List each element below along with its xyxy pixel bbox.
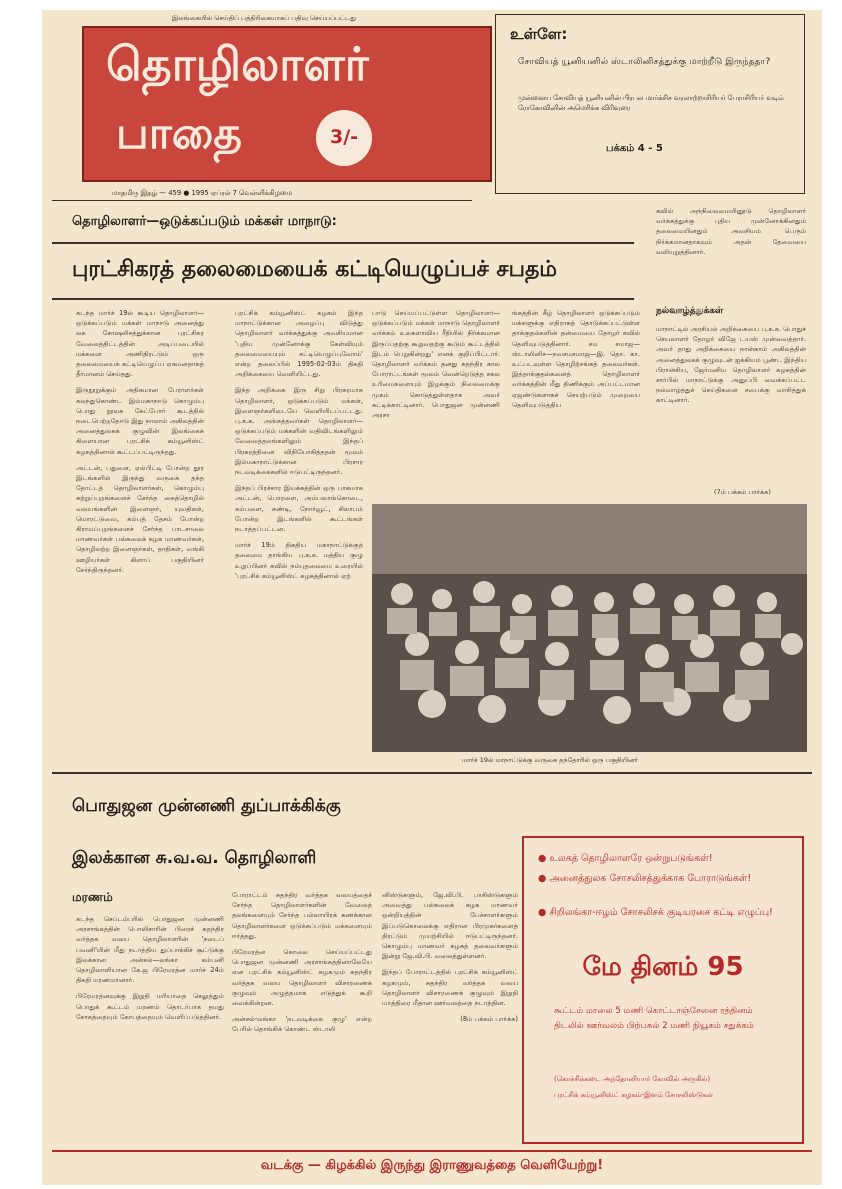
inside-subtext: முன்னைய சோவியத் யூனியனின் பிரபல மார்க்சிச வரலாற்றாசிரியர் பேராசிரியர் வடிம் ரோகோவினின் அமெரிக்க விரிவுரை [518, 94, 784, 112]
paragraph: (8ம் பக்கம் பார்க்க) [460, 1015, 518, 1024]
may-day-details: கூட்டம் மாலை 5 மணி கொட்டாஞ்சேனை ரத்தினம் திடலில் ஊர்வலம் பிற்பகல் 2 மணி நியூகம் சதுக்கம் [554, 1006, 754, 1031]
price-badge [316, 110, 372, 166]
slogan-text: அனைத்துலக சோசலிசத்துக்காக போராடுங்கள்! [549, 873, 752, 884]
masthead-title-line1: தொழிலாளர் [106, 37, 369, 91]
paragraph: பிரேமரத்ன கொலை செய்யப்பட்டது பொதுஜன முன்னணி அரசாங்கத்தினாலேயே என புரட்சிக் கம்யூனிஸ்ட் கழகமும் சுதந்திர வர்த்தக வலய தொழிலாளர் விசாரணைக் குழுவும் அழுத்தமாக எடுத்துக் கூறி வைக்கின்றன. [232, 948, 372, 1008]
story2-headline-line2: இலக்கான சு.வ.வ. தொழிலாளி [72, 848, 317, 868]
inside-pages: பக்கம் 4 - 5 [606, 143, 663, 154]
paragraph: இந்தப் போராட்டத்தில் புரட்சிக் கம்யூனிஸ்ட் கழகமும், சுதந்திர வர்த்தக வலய தொழிலாளர் விசாரணைக் குழுவும் இறுதி யாத்திரை மீதான ஊர்வலத்தை நடாத்தின. [382, 968, 518, 1008]
paragraph: புரட்சிக் கம்யூனிஸ்ட் கழகம் இந்த மாநாட்டுக்கான அழைப்பு விடுத்து தொழிலாளர் வர்க்கத்துக்கு அவசியமான 'புதிய முன்னோக்கு கேள்வியும் தலைமையையும் கட்டியெழுப்புவோம்' என்ற தலைப்பில் 1995-02-03ம் திகதி அறிக்கையை வெளியிட்டது. [235, 309, 363, 379]
paragraph: கடந்த மார்ச் 19ல் கூடிய தொழிலாளர்—ஒடுக்கப்படும் மக்கள் மாநாடு அனைத்து லக சோஷலிசத்துக்கான புரட்சிகர வேலைத்திட்டத்தின் அடிப்படையில் மக்களை அணிதிரட்டும் ஒரு தலைமையைக் கட்டியெழுப்ப ஏகமனதாகத் தீர்மானம் செய்தது. [76, 309, 204, 379]
story2-column-2 [232, 890, 372, 1148]
story1-column-1 [76, 308, 204, 856]
greetings-text [656, 324, 806, 494]
masthead-logo [82, 26, 492, 182]
slogan-item: ● அனைத்துலக சோசலிசத்துக்காக போராடுங்கள்! [538, 873, 752, 884]
paragraph: இந்த அறிக்கை இரு சிறு பிரசுரமாக தொழிலாளர், ஒடுக்கப்படும் மக்கள், இளைஞர்களிடையே வெளியிடப்பட்டது. பு.க.க. அங்கத்தவர்கள் தொழிலாளர்—ஒடுக்கப்படும் மக்களின் வதிவிடங்களிலும் வேலைத்தலங்களிலும் இந்தப் பிரசுரத்தினை விநியோகித்ததன் மூலம் இம்மகாநாட்டுக்கான பிரசார நடவடிக்கைகளில் ஈடுபட்டிருந்தனர். [235, 386, 363, 477]
paragraph: அன்சல்-லங்கா 'நடவடிக்கை குழு' என்ற பேரில் தொங்கிக் கொண்ட ஸ்டாலி [232, 1015, 372, 1034]
slogan-text: உலகத் தொழிலாளரே ஒன்றுபடுங்கள்! [549, 853, 713, 864]
story1-column-2 [235, 308, 363, 856]
story1-column-3 [372, 308, 500, 498]
divider [52, 298, 634, 300]
story1-column-5 [656, 206, 806, 298]
paragraph: பாடு செய்யப்பட்டுள்ள தொழிலாளர்—ஒடுக்கப்படும் மக்கள் மாநாடு தொழிலாளர் வர்க்கம் உலகளாவிய ரீதியில் நிர்க்கமான இருப்பதற்கு கூறுவதற்கு கூடும் கூட்டத்தில் இடம் பெறுகின்றது' எனக் குறிப்பிட்டார். தொழிலாளர் வர்க்கம் தனது சுதந்திர கால போராட்டங்கள் மூலம் வென்றெடுத்த சகல உரிமைகளையும் இழக்கும் நிலைமைக்கு முகம் கொடுத்துள்ளதாக அவர் சுட்டிக்காட்டினார். பொதுஜன முன்னணி அரசா [372, 309, 500, 420]
slogan-item: ● உலகத் தொழிலாளரே ஒன்றுபடுங்கள்! [538, 853, 713, 864]
story2-column-1 [76, 914, 224, 1146]
crowd-image [372, 504, 807, 752]
greetings-heading: நல்வாழ்த்துக்கள் [656, 306, 724, 316]
inside-heading: உள்ளே: [510, 25, 568, 43]
paragraph: மார்ச் 19ம் திகதிய மகாநாட்டுக்குத் தலைமை தாங்கிய பு.க.க. மத்திய குழு உறுப்பினர் கவில் நம்புதலைமை உரையில் 'புரட்சிக் கம்யூனிஸ்ட் கழகத்தினால் ஏற் [235, 541, 363, 580]
continued-note: (7ம் பக்கம் பார்க்க) [714, 488, 771, 496]
price-text: 3/- [329, 126, 359, 148]
story2-headline-line1: பொதுஜன முன்னணி துப்பாக்கிக்கு [72, 796, 341, 816]
paragraph: கவில் அந்நிலைமையினூடு தொழிலாளர் வர்க்கத்துக்கு புதிய முன்னோக்கினதும் தலைமையினதும் அவசியம் பெரும் நிர்க்கமானதாகவும் அதன் தேவையை வலியுறுத்தினார். [656, 207, 806, 256]
may-day-organisers: புரட்சிக் கம்யூனிஸ்ட் கழகம்-இளம் சோசலிஸ்டுகள் [554, 1091, 714, 1099]
masthead-title-line2: பாதை [116, 108, 243, 159]
divider [52, 1150, 812, 1152]
paragraph: மாநாட்டில் அரசியல் அறிக்கையை பு.க.க. பொதுச் செயலாளர் தோழர் விஜே டயஸ் முன்வைத்தார். அவர் தாது அறிக்கையை நான்காம் அகிலத்தின் அனைத்துலகக் குழுவுடன் ஐக்கியம் பூண்ட இந்திய பிரான்சிய, ஜேர்மனிய தொழிலாளர் கழகத்தின் சார்பில் மாநாட்டுக்கு அனுப்பி வைக்கப்பட்ட நல்வாழ்த்துச் செய்திகளை சபைக்கு வாசித்துக் காட்டினார். [656, 325, 806, 405]
may-day-location: (கொச்சிக்கடை அந்தோனியார் கோவில் அருகில்) [554, 1075, 711, 1083]
story1-column-4 [512, 308, 640, 498]
inside-box [495, 14, 805, 194]
slogan-text: சிறிலங்கா-ஈழம் சோசலிசக் குடியரசை கட்டி எழுப்பு! [549, 907, 773, 918]
paragraph: அட்டன், பதுளை, ஏல்பிட்டி போன்ற தூர இடங்களில் இருந்து வருகை தந்த தோட்டத் தொழிலாளர்கள், கொழும்பு சுற்றுப்புறங்களைச் சேர்ந்த கைத்தொழில் வலயங்களின் இளைஞர், யுவதிகள், மொரட்டுவை, கம்புத் தேசம் போன்ற கிராமப்புறங்களைச் சேர்ந்த பாடசாலை மாணவர்கள் பல்கலைக் கழக மாணவர்கள், தொழிலற்ற இளைஞர்கள், தாதிகள், வங்கி ஊழியர்கள் கிளாப் பகுதியினர் சேர்ந்திருந்தனர். [76, 463, 204, 574]
paragraph: கடந்த செப்டம்பரில் பொதுஜன முன்னணி அரசாங்கத்தின் பொலிசாரின் பிரைச் சுதந்திர வர்த்தக வலய தொழிலாளரின் 'நடைப் பவனி'யின் மீது நடாத்திய துப்பாக்கிச் சூட்டுக்கு இலக்கான அன்சல்—லங்கா கம்பனி தொழிலாளியான கே.ஜ பிரேமரத்ன மார்ச் 24ம் திகதி மரணமானார். [76, 915, 224, 985]
slogan-item: ● சிறிலங்கா-ஈழம் சோசலிசக் குடியரசை கட்டி எழுப்பு! [538, 907, 773, 918]
story2-headline-line3: மரணம் [72, 890, 113, 904]
story1-kicker: தொழிலாளர்—ஒடுக்கப்படும் மக்கள் மாநாடு: [72, 214, 337, 229]
paragraph: போராட்டம் சுதந்திர வர்த்தக வலயத்தைச் சேர்ந்த தொழிலாளர்களின் வேலைத் தலங்களையும் சேர்ந்த பல்லாயிரக் கணக்கான தொழிலாளர்களை ஒடுக்கப்படும் மக்களையும் ஈர்த்தது. [232, 891, 372, 940]
issue-line: மாதமிரு இதழ் — 459 ● 1995 ஏப்ரல் 7 வெள்ளிக்கிழமை [112, 189, 292, 197]
paragraph: னிஸ்டுகளும், ஜே.வி.பி. பாசிஸ்டுகளும் அவைத்து பல்கலைக் கழக மாணவர் ஒன்றியத்தின் பேச்சாளர்களும் இப்படுகொலைக்கு எதிரான பிரமுகர்களைத் திரட்டும் முயற்சியில் ஈடுபட்டிருந்தனர். கொழும்பு மாணவர் கழகத் தலைவர்களும் இன்று ஜே.வி.பி. வலைத்துள்ளனர். [382, 891, 518, 961]
inside-headline: சோவியத் யூனியனில் ஸ்டாலினிசத்துக்கு மாற்றீடு இருந்ததா? [518, 56, 771, 67]
paragraph: ங்கத்தின் கீழ் தொழிலாளர் ஒடுக்கப்படும் மக்களுக்கு எதிராகத் தொடுக்கப்பட்டுள்ள தாக்குதல்களின் தன்மையை தோழர் கவில் தெளிவுபடுத்தினார். சம சமாஜ—ஸ்டாலினிச—நவசமசமாஜ—இ. தொ. கா. உட்படவுள்ள தொழிற்சங்கத் தலைவர்கள். இத்தாக்குதல்களைத் தொழிலாளர் வர்க்கத்தின் மீது திணிக்கும் அப்பட்டமான ஏஜண்டுகளாகச் செயற்படும் முறையை தெளிவுபடுத்திய [512, 309, 640, 409]
registration-note: இலங்கையில் செய்திப் பத்திரிகையாகப் பதிவு செய்யப்பட்டது [171, 14, 357, 22]
divider [52, 242, 634, 244]
conference-photo [372, 504, 807, 752]
photo-caption: மார்ச் 19ல் மாநாட்டுக்கு வருகை தந்தோரில் ஒரு பகுதியினர் [462, 756, 638, 764]
footer-banner: வடக்கு — கிழக்கில் இருந்து இராணுவத்தை வெளியேற்று! [260, 1158, 604, 1173]
newspaper-page [42, 10, 822, 1185]
may-day-box [522, 836, 804, 1144]
paragraph: இருநூறுக்கும் அதிகமான பேராளர்கள் கலந்துகொண்ட இம்மகாநாடு கொழும்பு பொது நூலக கேட்போர் கூடத்தில் நடைபெற்றதோடு இது நாலாம் அகிலத்தின் அனைத்துலகக் குழுவின் இலங்கைக் கிளையான புரட்சிக் கம்யூனிஸ்ட் கழகத்தினால் கூட்டப்பட்டிருந்தது. [76, 386, 204, 456]
divider [52, 200, 472, 201]
divider [52, 772, 812, 774]
paragraph: இந்தப் பிரச்சார இயக்கத்தின் ஒரு பாகமாக அட்டன், பொரளை, அம்பலாங்கொடை, கம்பளை, கண்டி, நோர்வூட், சிலாபம் போன்ற இடங்களில் கூட்டங்கள் நடாத்தப்பட்டன. [235, 484, 363, 534]
story2-column-3 [382, 890, 518, 1148]
paragraph: பிரேமரத்னவுக்கு இறுதி மரியாதை செலுத்தும் பொதுக் கூட்டம் மரணம் தொடர்பாக தமது சோகத்தையும் கோபத்தையும் வெளிப்படுத்தினர். [76, 992, 224, 1021]
story1-headline: புரட்சிகரத் தலைமையைக் கட்டியெழுப்பச் சபதம் [72, 257, 557, 282]
may-day-title: மே தினம் 95 [582, 952, 744, 982]
